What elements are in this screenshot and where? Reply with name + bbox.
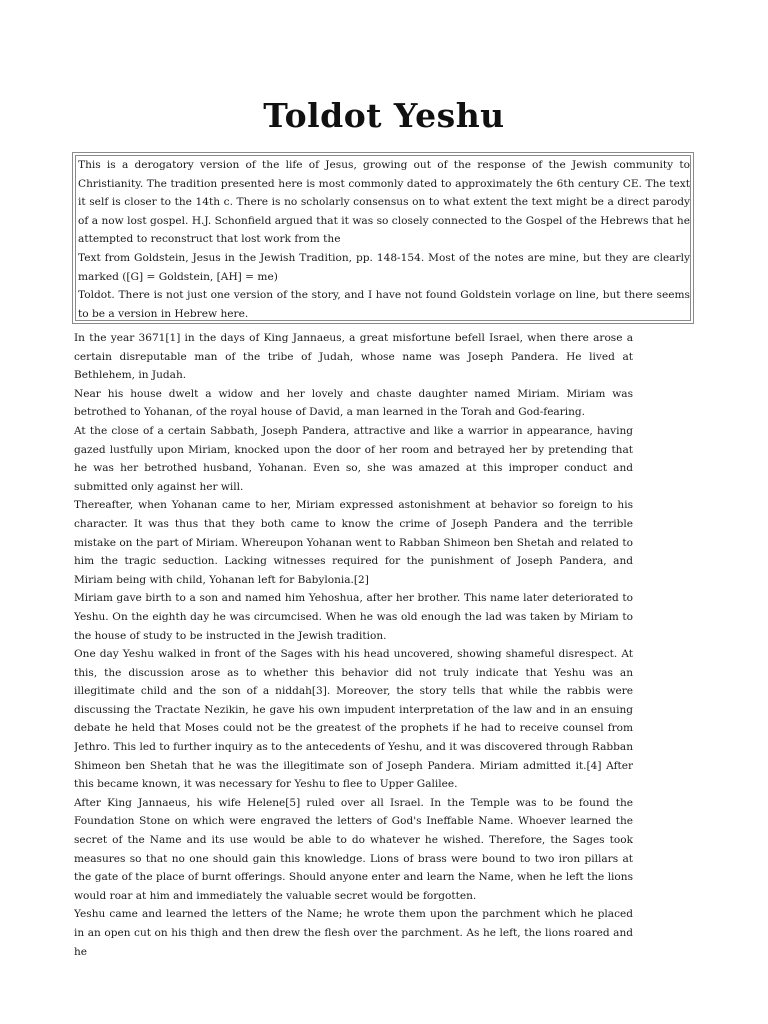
- intro-paragraph: Toldot. There is not just one version of the story, and I have not found Goldstein vorlage on line, but there seems to be a version in Hebrew here.: [78, 289, 690, 320]
- body-paragraph: One day Yeshu walked in front of the Sages with his head uncovered, showing shameful disrespect. At this, the discussion arose as to whether this behavior did not truly indicate that Yeshu was an illegitimate child and the son of a niddah[3]. Moreover, the story tells that while the rabbis were discussing the Tractate Nezikin, he gave his own impudent interpretation of the law and in an ensuing debate he held that Moses could not be the greatest of the prophets if he had to receive counsel from Jethro. This led to further inquiry as to the antecedents of Yeshu, and it was discovered through Rabban Shimeon ben Shetah that he was the illegitimate son of Joseph Pandera. Miriam admitted it.[4] After this became known, it was necessary for Yeshu to flee to Upper Galilee.: [74, 648, 633, 791]
- intro-box-inner: [75, 155, 691, 321]
- body-paragraph: Yeshu came and learned the letters of the Name; he wrote them upon the parchment which he placed in an open cut on his thigh and then drew the flesh over the parchment. As he left, the lions roared and he: [74, 908, 633, 958]
- document-title: Toldot Yeshu: [263, 96, 505, 135]
- body-paragraph: In the year 3671[1] in the days of King Jannaeus, a great misfortune befell Israel, when there arose a certain disreputable man of the tribe of Judah, whose name was Joseph Pandera. He lived at Bethlehem, in Judah.: [74, 332, 633, 382]
- body-paragraph: At the close of a certain Sabbath, Joseph Pandera, attractive and like a warrior in appearance, having gazed lustfully upon Miriam, knocked upon the door of her room and betrayed her by pretending that he was her betrothed husband, Yohanan. Even so, she was amazed at this improper conduct and submitted only against her will.: [74, 424, 633, 493]
- intro-box: [72, 152, 694, 324]
- intro-paragraph: Text from Goldstein, Jesus in the Jewish Tradition, pp. 148-154. Most of the notes are mine, but they are clearly marked ([G] = Goldstein, [AH] = me): [78, 251, 690, 283]
- body-paragraph: Near his house dwelt a widow and her lovely and chaste daughter named Miriam. Miriam was betrothed to Yohanan, of the royal house of David, a man learned in the Torah and God-fearing.: [74, 387, 633, 419]
- body-paragraph: Miriam gave birth to a son and named him Yehoshua, after her brother. This name later deteriorated to Yeshu. On the eighth day he was circumcised. When he was old enough the lad was taken by Miriam to the house of study to be instructed in the Jewish tradition.: [74, 592, 633, 642]
- body-paragraph: Thereafter, when Yohanan came to her, Miriam expressed astonishment at behavior so foreign to his character. It was thus that they both came to know the crime of Joseph Pandera and the terrible mistake on the part of Miriam. Whereupon Yohanan went to Rabban Shimeon ben Shetah and related to him the tragic seduction. Lacking witnesses required for the punishment of Joseph Pandera, and Miriam being with child, Yohanan left for Babylonia.[2]: [74, 499, 633, 586]
- body-paragraph: After King Jannaeus, his wife Helene[5] ruled over all Israel. In the Temple was to be found the Foundation Stone on which were engraved the letters of God's Ineffable Name. Whoever learned the secret of the Name and its use would be able to do whatever he wished. Therefore, the Sages took measures so that no one should gain this knowledge. Lions of brass were bound to two iron pillars at the gate of the place of burnt offerings. Should anyone enter and learn the Name, when he left the lions would roar at him and immediately the valuable secret would be forgotten.: [74, 796, 633, 902]
- body-text: [74, 329, 633, 1019]
- intro-paragraph: This is a derogatory version of the life of Jesus, growing out of the response of the Jewish community to Christianity. The tradition presented here is most commonly dated to approximately the 6th century CE. The text it self is closer to the 14th c. There is no scholarly consensus on to what extent the text might be a direct parody of a now lost gospel. H.J. Schonfield argued that it was so closely connected to the Gospel of the Hebrews that he attempted to reconstruct that lost work from the: [78, 159, 690, 246]
